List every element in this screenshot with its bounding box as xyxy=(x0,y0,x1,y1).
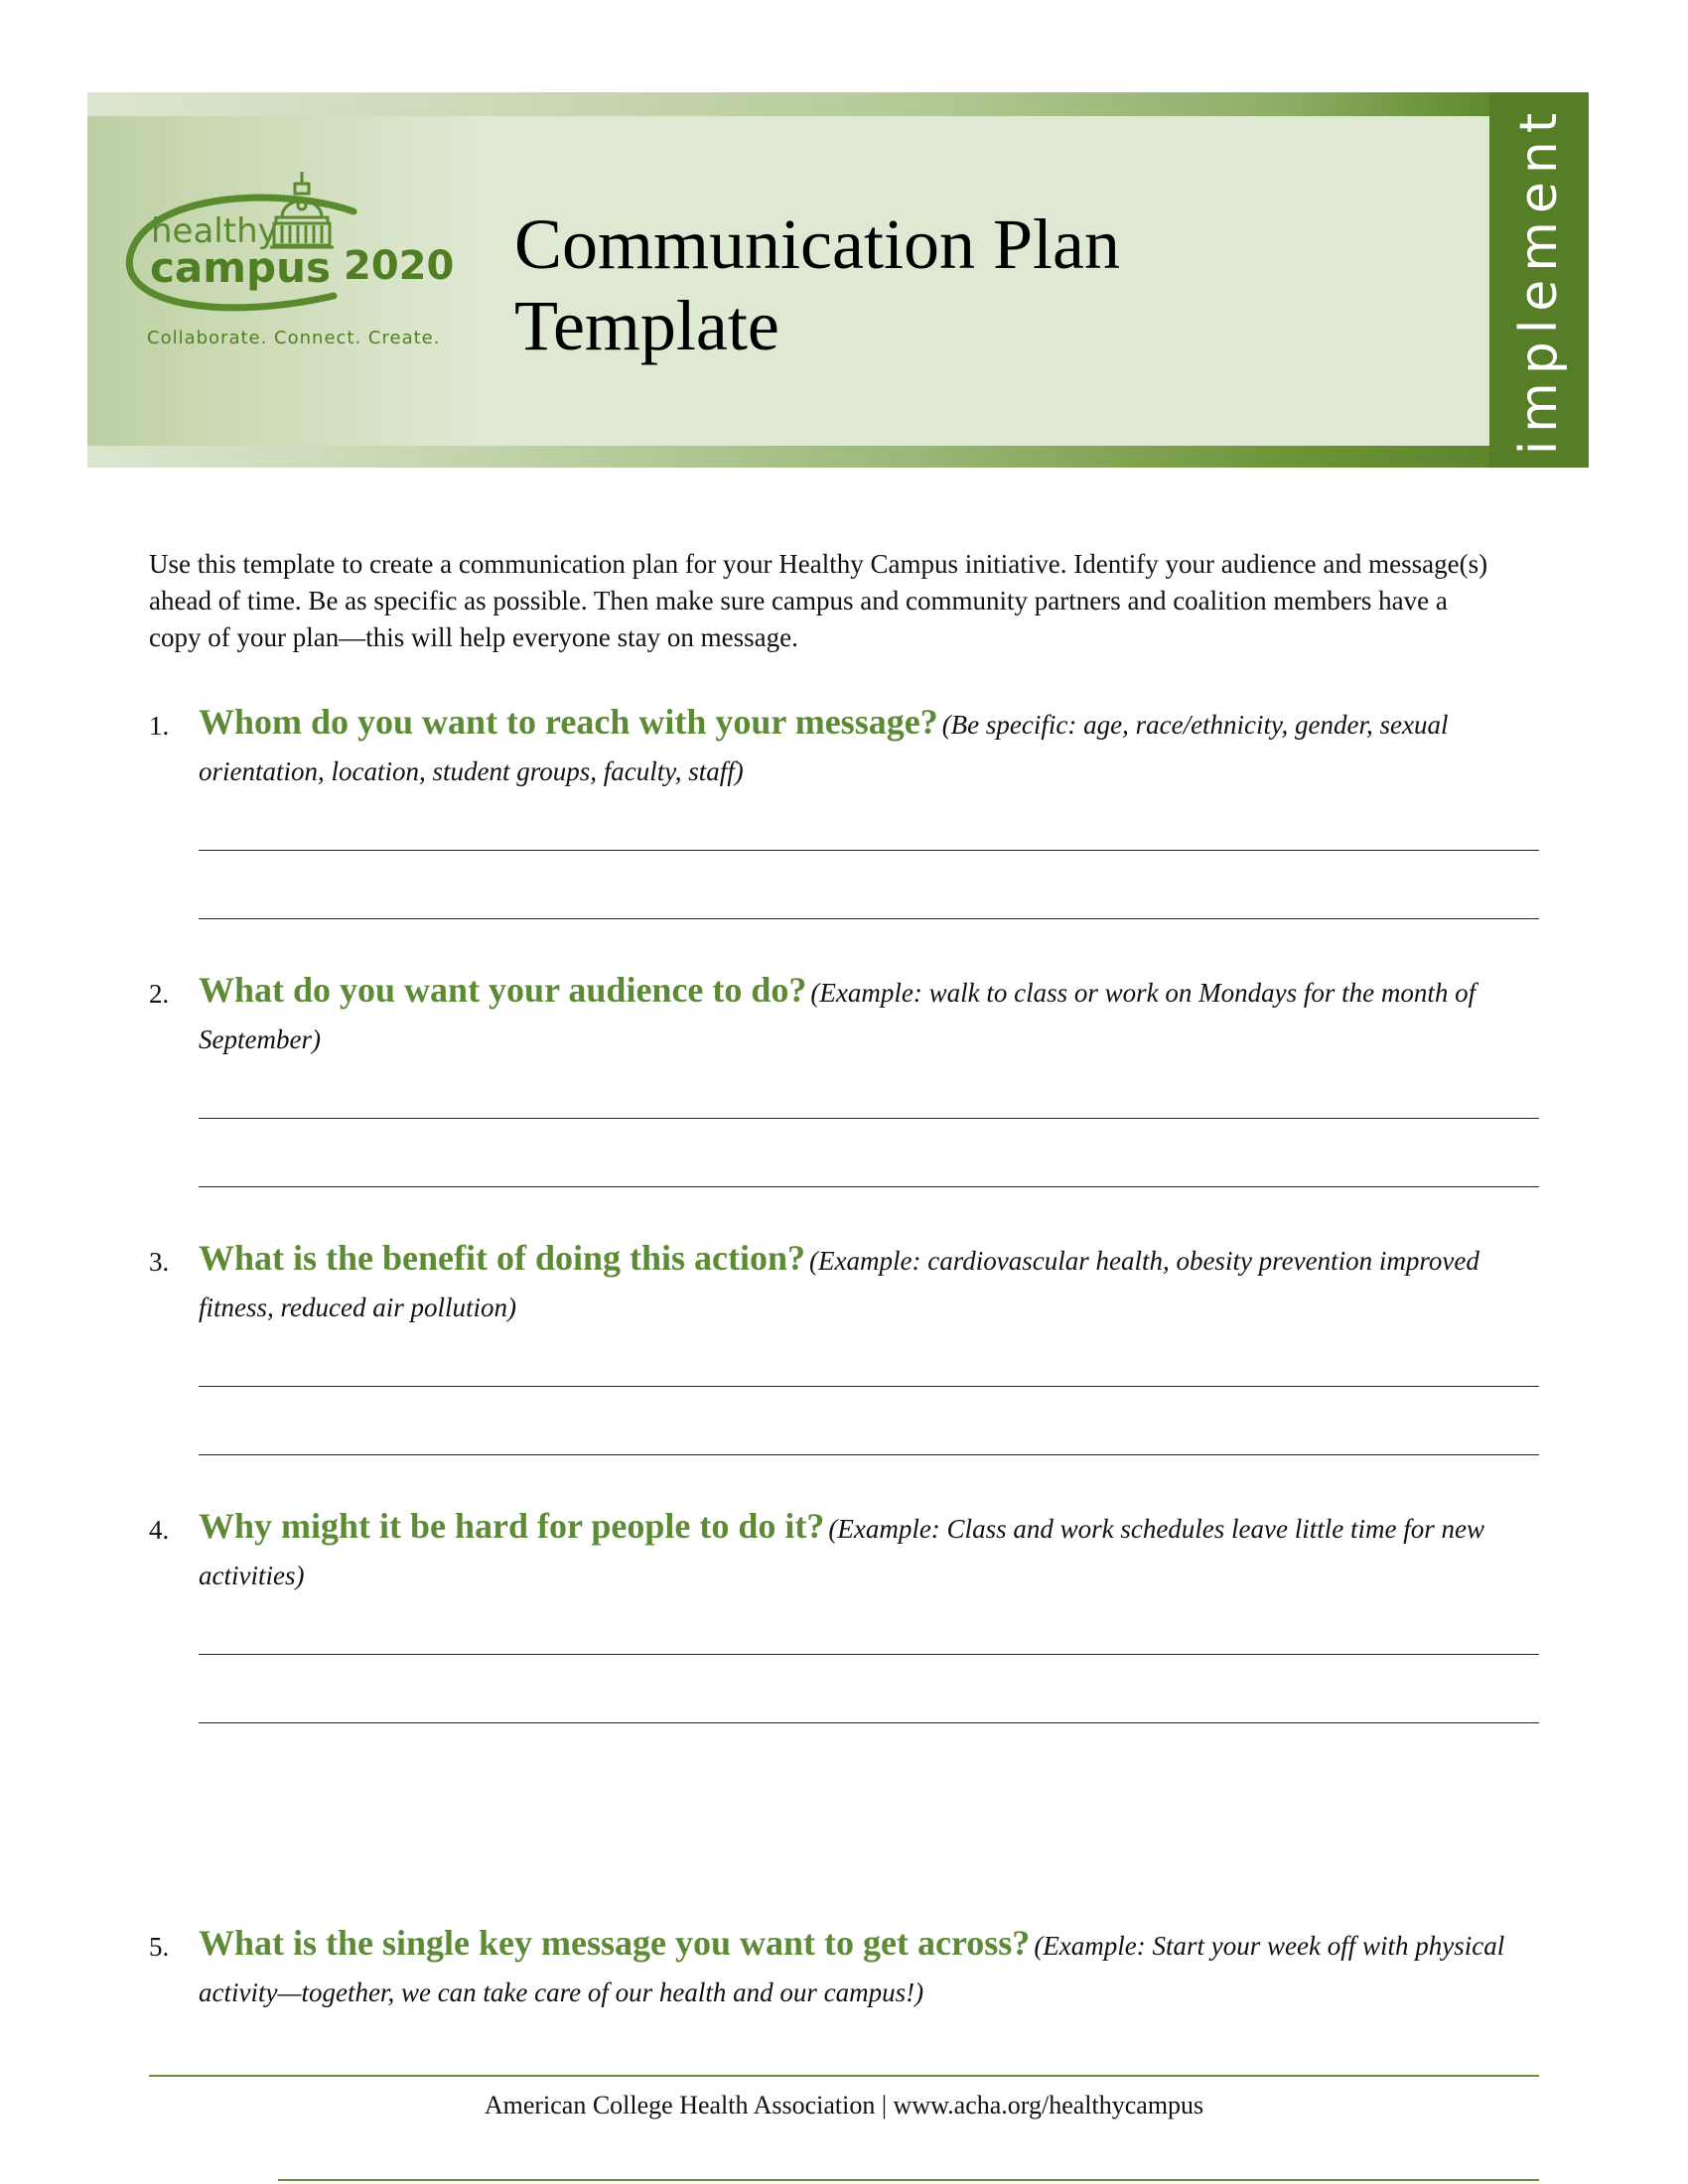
answer-line[interactable] xyxy=(199,1186,1539,1187)
logo-healthy-text: healthy xyxy=(151,211,278,251)
answer-line[interactable] xyxy=(199,850,1539,851)
logo-tagline: Collaborate. Connect. Create. xyxy=(147,328,441,348)
question-heading: Why might it be hard for people to do it? xyxy=(199,1506,825,1546)
healthy-campus-logo xyxy=(105,172,532,370)
intro-paragraph: Use this template to create a communication plan for your Healthy Campus initiative. Identify your audience and message(s) ahead of time. Be as specific as possible. Then make sure campus and community partners and coalition members have a copy of your plan—this will help everyone stay on message. xyxy=(149,549,1488,652)
question-heading: What is the benefit of doing this action? xyxy=(199,1238,806,1278)
banner-bottom-bar xyxy=(87,446,1589,468)
page-title xyxy=(514,204,1269,366)
answer-line[interactable] xyxy=(199,1386,1539,1387)
page-title-line2: Template xyxy=(514,286,779,365)
question-number: 5. xyxy=(149,1932,170,1962)
footer-divider xyxy=(149,2075,1539,2077)
question-example: (Be specific: age, race/ethnicity, gender, sexual orientation, location, student groups, faculty, staff) xyxy=(199,710,1449,786)
answer-line[interactable] xyxy=(199,1118,1539,1119)
logo-campus-text: campus xyxy=(150,243,331,292)
answer-line[interactable] xyxy=(199,1454,1539,1455)
page-title-line1: Communication Plan xyxy=(514,205,1120,284)
question-heading: Whom do you want to reach with your message? xyxy=(199,702,938,742)
question-example: (Example: walk to class or work on Mondays for the month of September) xyxy=(199,978,1477,1054)
answer-line[interactable] xyxy=(199,918,1539,919)
header-banner xyxy=(87,92,1589,468)
question-heading: What is the single key message you want to get across? xyxy=(199,1923,1031,1963)
question-number: 2. xyxy=(149,979,170,1009)
question-heading: What do you want your audience to do? xyxy=(199,970,807,1010)
banner-side-tab xyxy=(1489,92,1589,468)
logo-year-text: 2020 xyxy=(344,243,455,289)
answer-line[interactable] xyxy=(199,1722,1539,1723)
question-number: 4. xyxy=(149,1515,170,1545)
banner-top-bar xyxy=(87,92,1489,116)
question-number: 1. xyxy=(149,711,170,741)
side-label: implement xyxy=(1509,104,1569,456)
question-example: (Example: Start your week off with physical activity—together, we can take care of our health and our campus!) xyxy=(199,1931,1505,2007)
question-number: 3. xyxy=(149,1247,170,1277)
answer-line[interactable] xyxy=(199,1654,1539,1655)
bottom-divider xyxy=(278,2179,1539,2181)
question-example: (Example: Class and work schedules leave little time for new activities) xyxy=(199,1514,1484,1590)
capitol-dome-icon xyxy=(270,172,334,247)
question-example: (Example: cardiovascular health, obesity prevention improved fitness, reduced air pollution) xyxy=(199,1246,1479,1322)
footer-text: American College Health Association | www.acha.org/healthycampus xyxy=(484,2091,1204,2119)
